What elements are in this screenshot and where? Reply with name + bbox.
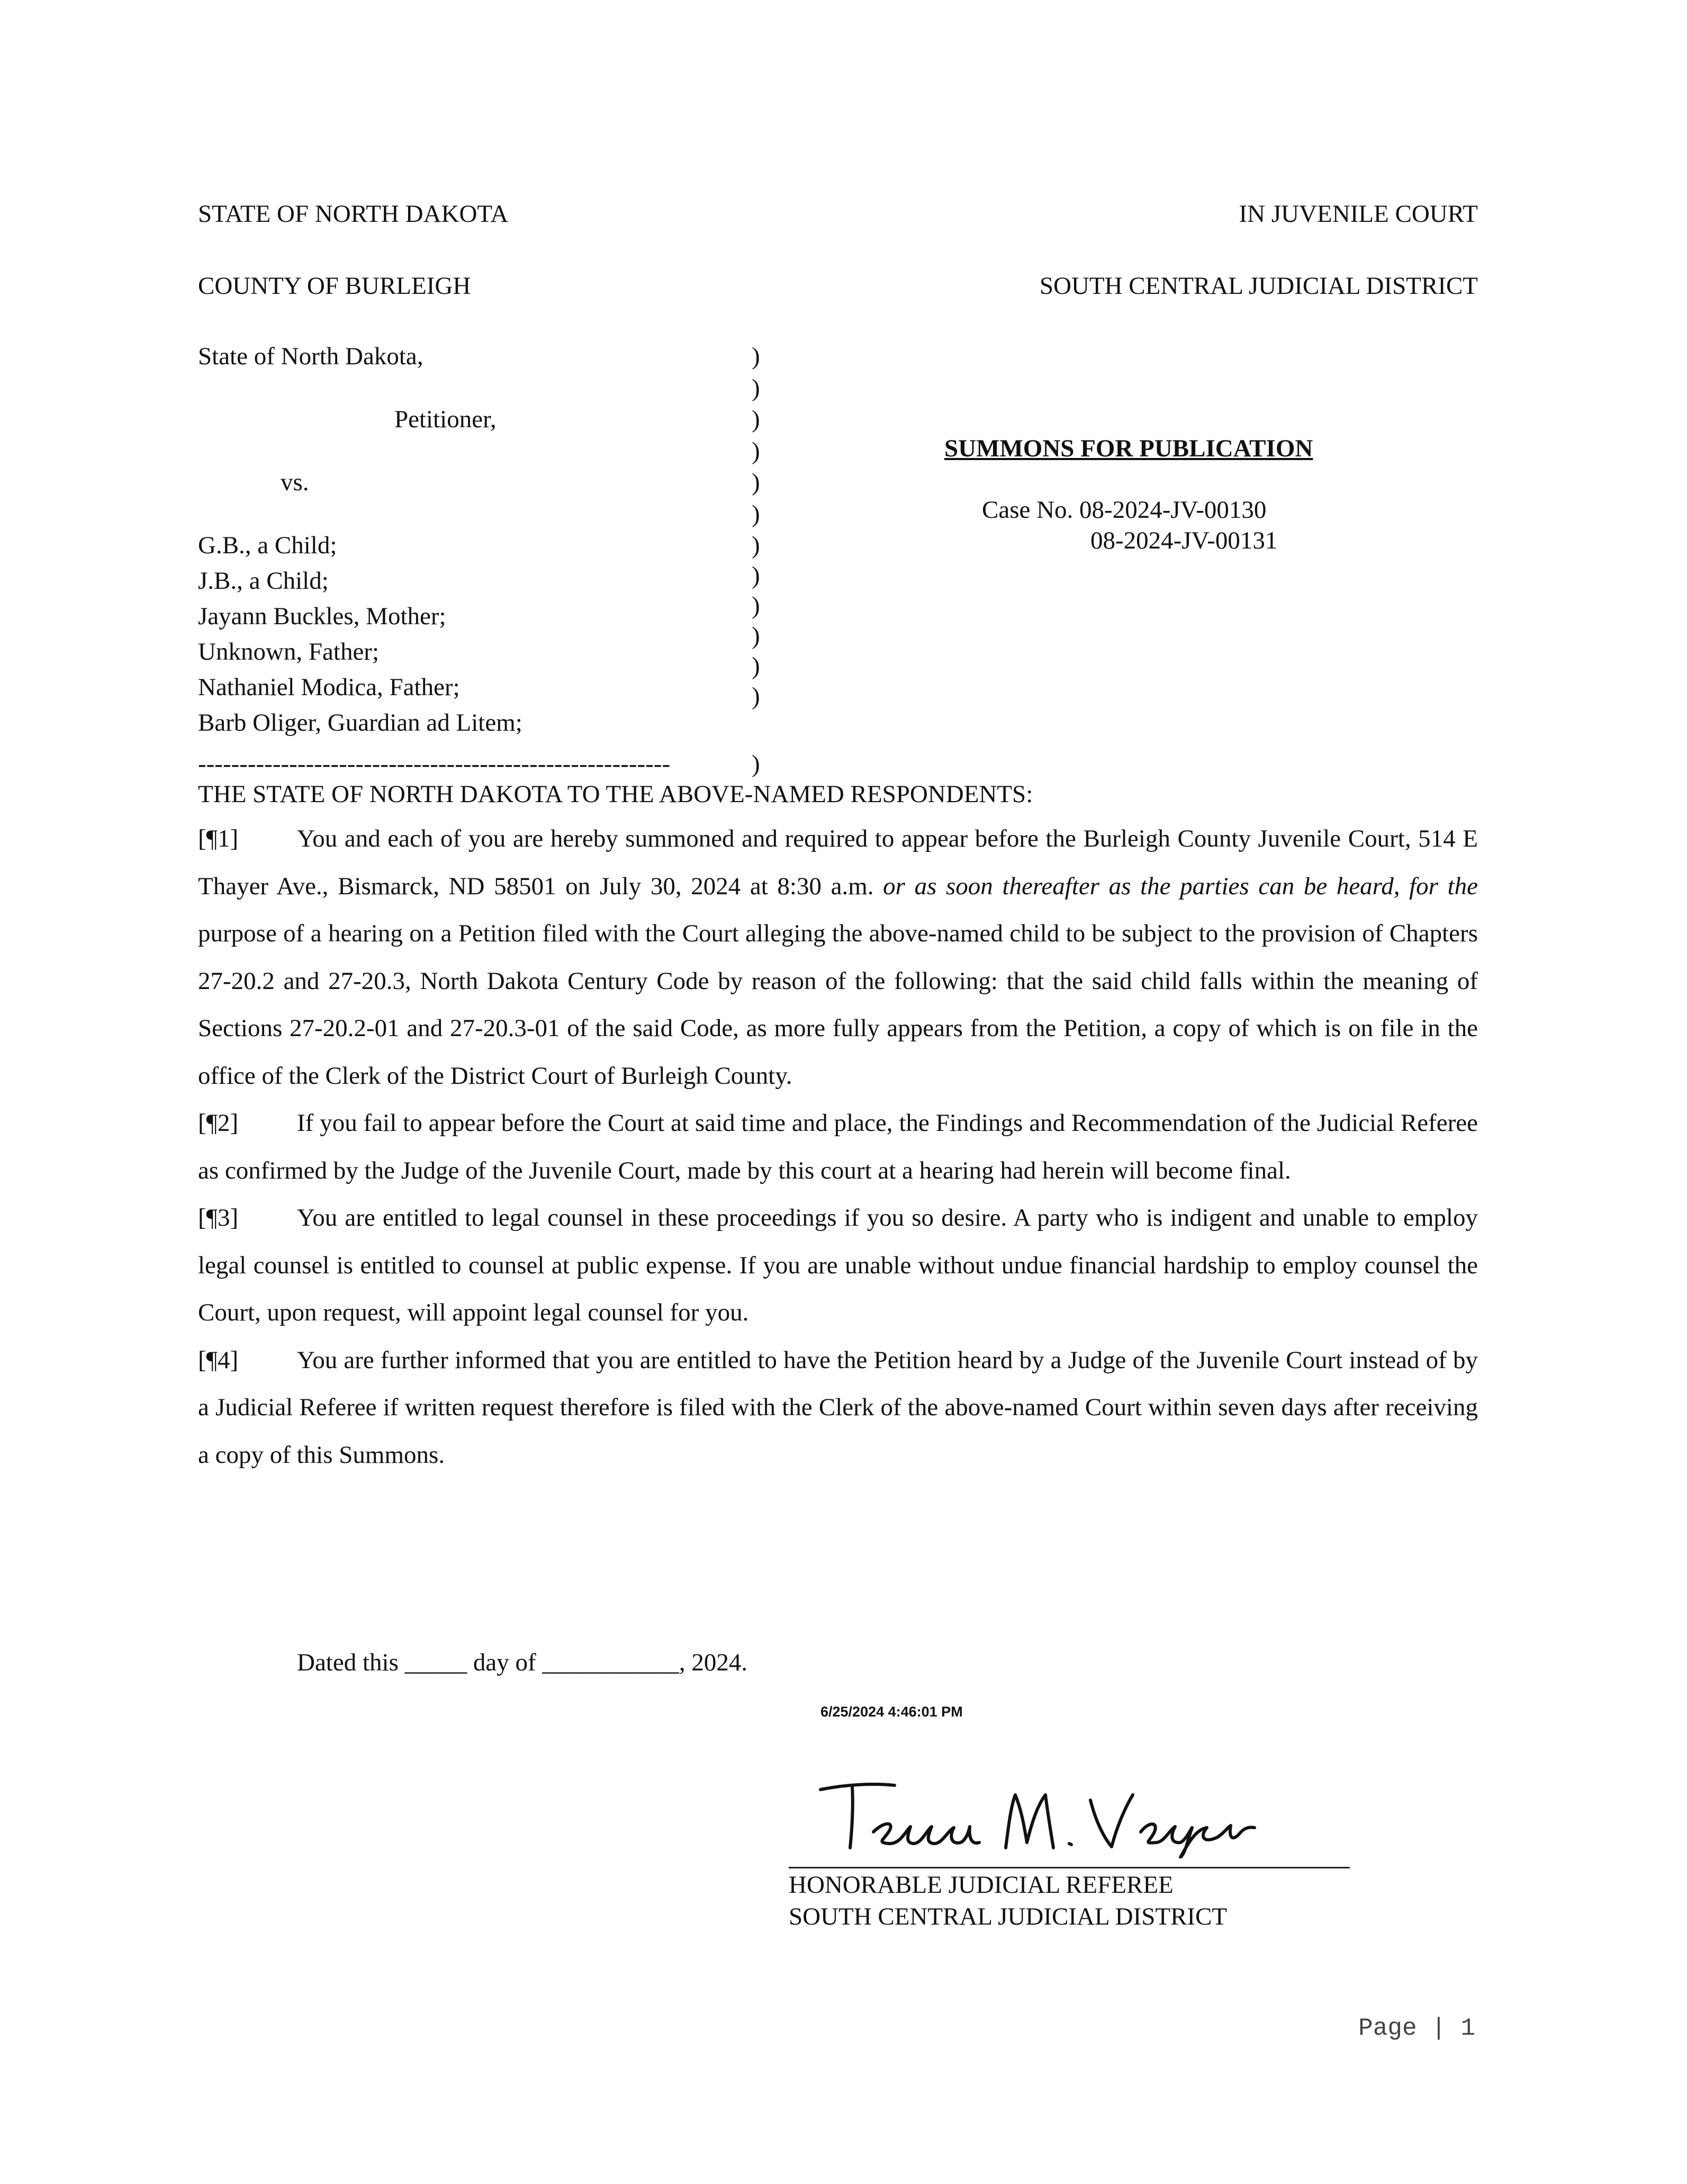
caption-paren: )	[752, 500, 760, 528]
caption-paren: )	[752, 592, 760, 619]
paragraph-2	[198, 1100, 1478, 1194]
caption-paren: )	[752, 437, 760, 465]
paragraph-text: If you fail to appear before the Court at said time and place, the Findings and Recommendation of the Judicial Referee as confirmed by the Judge of the Juvenile Court, made by this court at a hearing had herein will become final.	[198, 1109, 1478, 1184]
header-state: STATE OF NORTH DAKOTA	[198, 200, 509, 228]
page-number: Page | 1	[1358, 2015, 1475, 2042]
header-court: IN JUVENILE COURT	[1239, 200, 1478, 228]
paragraph-1	[198, 815, 1478, 1100]
paragraph-text-italic: or as soon thereafter as the parties can be heard, for the	[883, 872, 1478, 900]
paragraph-number: [¶4]	[198, 1346, 239, 1374]
caption-paren: )	[752, 374, 760, 402]
caption-paren: )	[752, 343, 760, 370]
caption-paren: )	[752, 750, 760, 778]
caption-plaintiff: State of North Dakota,	[198, 343, 423, 370]
caption-plaintiff-role: Petitioner,	[394, 406, 497, 433]
caption-paren: )	[752, 622, 760, 650]
signer-district: SOUTH CENTRAL JUDICIAL DISTRICT	[789, 1903, 1228, 1930]
respondent-3: Jayann Buckles, Mother;	[198, 603, 446, 630]
caption-paren: )	[752, 652, 760, 680]
header-county: COUNTY OF BURLEIGH	[198, 272, 471, 300]
document-title: SUMMONS FOR PUBLICATION	[944, 435, 1313, 462]
caption-paren: )	[752, 469, 760, 496]
signature-line	[789, 1867, 1350, 1868]
handwritten-signature	[815, 1768, 1260, 1858]
paragraph-number: [¶3]	[198, 1204, 239, 1232]
caption-vs: vs.	[281, 469, 309, 496]
paragraph-text: You are entitled to legal counsel in these proceedings if you so desire. A party who is indigent and unable to employ legal counsel is entitled to counsel at public expense. If you are unable without undue financial hardship to employ counsel the Court, upon request, will appoint legal counsel for you.	[198, 1204, 1478, 1326]
paragraph-3	[198, 1194, 1478, 1337]
caption-paren: )	[752, 682, 760, 710]
e-signature-timestamp: 6/25/2024 4:46:01 PM	[820, 1704, 963, 1720]
caption-paren: )	[752, 562, 760, 589]
paragraph-text: You are further informed that you are entitled to have the Petition heard by a Judge of the Juvenile Court instead of by a Judicial Referee if written request therefore is filed with the Clerk of the above-named Court within seven days after receiving a copy of this Summons.	[198, 1346, 1478, 1469]
case-number-second: 08-2024-JV-00131	[1090, 527, 1278, 554]
address-line: THE STATE OF NORTH DAKOTA TO THE ABOVE-NAMED RESPONDENTS:	[198, 780, 1033, 808]
body-text	[198, 815, 1478, 1479]
paragraph-4	[198, 1337, 1478, 1479]
respondent-6: Barb Oliger, Guardian ad Litem;	[198, 709, 522, 736]
respondent-2: J.B., a Child;	[198, 567, 329, 595]
caption-paren: )	[752, 532, 760, 559]
respondent-5: Nathaniel Modica, Father;	[198, 673, 460, 701]
caption-separator: ---------------------------------------------------------	[198, 750, 671, 778]
dated-line: Dated this _____ day of ___________, 2024.	[297, 1649, 748, 1676]
respondent-4: Unknown, Father;	[198, 638, 380, 666]
paragraph-number: [¶1]	[198, 825, 239, 852]
paragraph-number: [¶2]	[198, 1109, 239, 1137]
header-district: SOUTH CENTRAL JUDICIAL DISTRICT	[1039, 272, 1478, 300]
signer-title: HONORABLE JUDICIAL REFEREE	[789, 1871, 1174, 1899]
respondent-1: G.B., a Child;	[198, 532, 337, 559]
caption-paren: )	[752, 406, 760, 433]
paragraph-text: You and each of you are hereby summoned and required to appear before the Burleigh County Juvenile Court, 514 E Thayer Ave., Bismarck, ND 58501 on July 30, 2024 at 8:30 a.m.	[198, 825, 1478, 900]
paragraph-text: purpose of a hearing on a Petition filed with the Court alleging the above-named child to be subject to the provision of Chapters 27-20.2 and 27-20.3, North Dakota Century Code by reason of the following: that the said child falls within the meaning of Sections 27-20.2-01 and 27-20.3-01 of the said Code, as more fully appears from the Petition, a copy of which is on file in the office of the Clerk of the District Court of Burleigh County.	[198, 920, 1478, 1090]
case-number: Case No. 08-2024-JV-00130	[982, 496, 1267, 524]
